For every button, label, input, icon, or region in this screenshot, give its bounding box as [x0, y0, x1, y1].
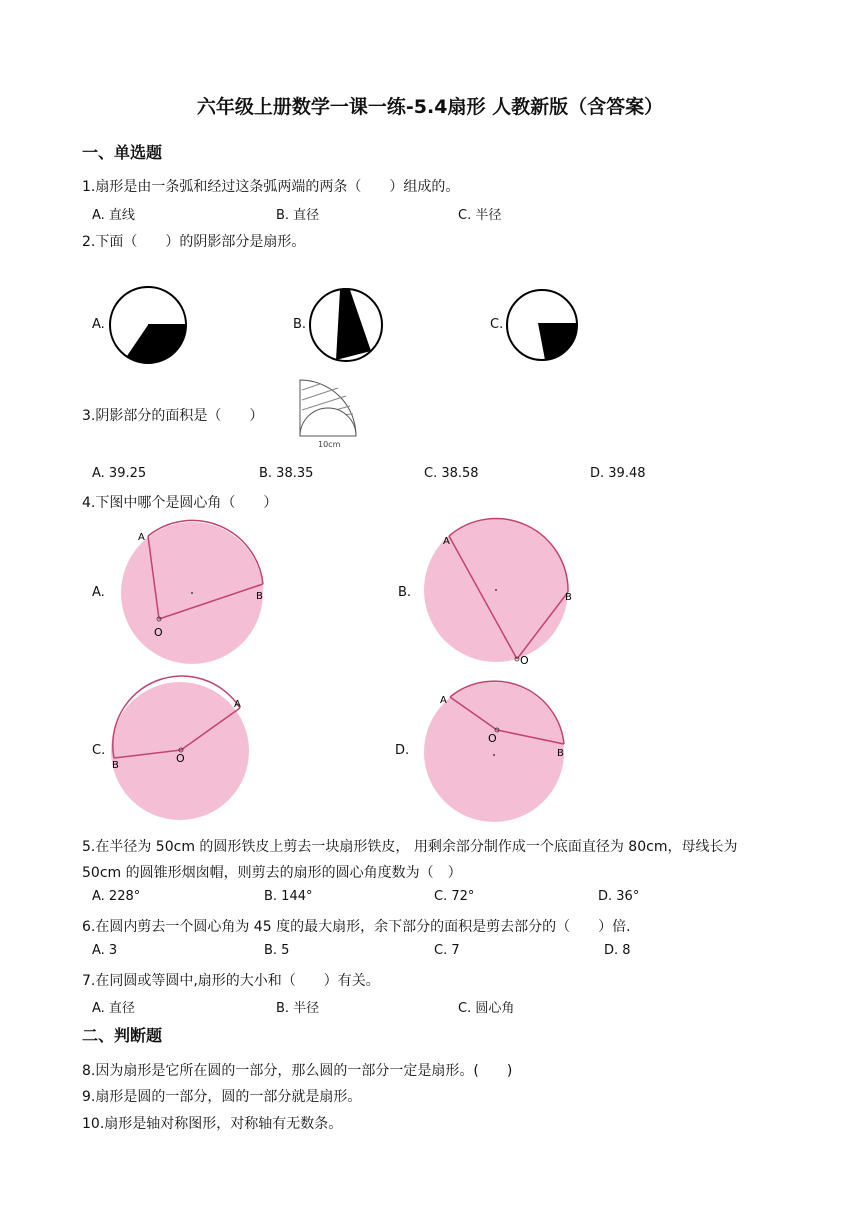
page-title: 六年级上册数学一课一练-5.4扇形 人教新版（含答案）: [196, 96, 664, 118]
question-4: 4.下图中哪个是圆心角（ ）: [82, 495, 278, 511]
q6-option-c[interactable]: C. 7: [434, 943, 460, 958]
q6-option-b[interactable]: B. 5: [264, 943, 290, 958]
q1-option-b[interactable]: B. 直径: [276, 208, 320, 223]
section-heading-single-choice: 一、单选题: [82, 143, 163, 162]
question-9: 9.扇形是圆的一部分，圆的一部分就是扇形。: [82, 1089, 362, 1105]
q7-option-a[interactable]: A. 直径: [92, 1001, 135, 1016]
q4d-label-o: O: [488, 732, 497, 745]
q4c-label-a: A: [234, 699, 241, 710]
q2-option-b[interactable]: B.: [293, 317, 307, 332]
q2-option-a[interactable]: A.: [92, 317, 105, 332]
section-heading-true-false: 二、判断题: [82, 1026, 163, 1045]
q4-option-b[interactable]: B.: [398, 585, 412, 600]
q4b-label-b: B: [565, 592, 572, 603]
q4a-label-a: A: [138, 532, 145, 543]
q2-figure-a: [108, 286, 190, 368]
q4b-label-o: O: [520, 654, 529, 667]
q2-figure-c: [506, 288, 582, 368]
q4d-label-a: A: [440, 695, 447, 706]
q4c-label-o: O: [176, 752, 185, 765]
q3-option-d[interactable]: D. 39.48: [590, 466, 646, 481]
q2-figure-b: [308, 288, 388, 368]
q3-figure-label: 10cm: [318, 440, 341, 449]
q3-option-c[interactable]: C. 38.58: [424, 466, 479, 481]
q5-option-b[interactable]: B. 144°: [264, 889, 313, 904]
q4-figure-d: [424, 676, 570, 824]
question-2: 2.下面（ ）的阴影部分是扇形。: [82, 234, 306, 250]
q4d-label-b: B: [557, 748, 564, 759]
q1-option-a[interactable]: A. 直线: [92, 208, 135, 223]
question-1: 1.扇形是由一条弧和经过这条弧两端的两条（ ）组成的。: [82, 179, 460, 195]
question-5-line-1: 5.在半径为 50cm 的圆形铁皮上剪去一块扇形铁皮， 用剩余部分制作成一个底面直径为 80cm，母线长为: [82, 839, 738, 855]
q4c-label-b: B: [112, 760, 119, 771]
q3-option-a[interactable]: A. 39.25: [92, 466, 147, 481]
q3-option-b[interactable]: B. 38.35: [259, 466, 314, 481]
q4-option-a[interactable]: A.: [92, 585, 105, 600]
q7-option-c[interactable]: C. 圆心角: [458, 1001, 515, 1016]
q6-option-a[interactable]: A. 3: [92, 943, 118, 958]
q4-figure-c: [110, 682, 258, 822]
q5-option-a[interactable]: A. 228°: [92, 889, 141, 904]
q4-option-c[interactable]: C.: [92, 743, 106, 758]
q4a-label-b: B: [256, 591, 263, 602]
question-5-line-2: 50cm 的圆锥形烟囱帽，则剪去的扇形的圆心角度数为（ ）: [82, 865, 462, 881]
q4-figure-a: [118, 522, 268, 664]
question-10: 10.扇形是轴对称图形，对称轴有无数条。: [82, 1116, 343, 1132]
question-3: 3.阴影部分的面积是（ ）: [82, 408, 264, 424]
q5-option-c[interactable]: C. 72°: [434, 889, 475, 904]
q4-option-d[interactable]: D.: [395, 743, 410, 758]
q5-option-d[interactable]: D. 36°: [598, 889, 640, 904]
q4b-label-a: A: [443, 536, 450, 547]
question-8: 8.因为扇形是它所在圆的一部分，那么圆的一部分一定是扇形。( ): [82, 1063, 513, 1079]
q7-option-b[interactable]: B. 半径: [276, 1001, 320, 1016]
q1-option-c[interactable]: C. 半径: [458, 208, 502, 223]
q2-option-c[interactable]: C.: [490, 317, 504, 332]
q4a-label-o: O: [154, 626, 163, 639]
question-6: 6.在圆内剪去一个圆心角为 45 度的最大扇形，余下部分的面积是剪去部分的（ ）倍.: [82, 919, 631, 935]
q6-option-d[interactable]: D. 8: [604, 943, 631, 958]
question-7: 7.在同圆或等圆中,扇形的大小和（ ）有关。: [82, 973, 380, 989]
q4-figure-b: [425, 518, 575, 666]
